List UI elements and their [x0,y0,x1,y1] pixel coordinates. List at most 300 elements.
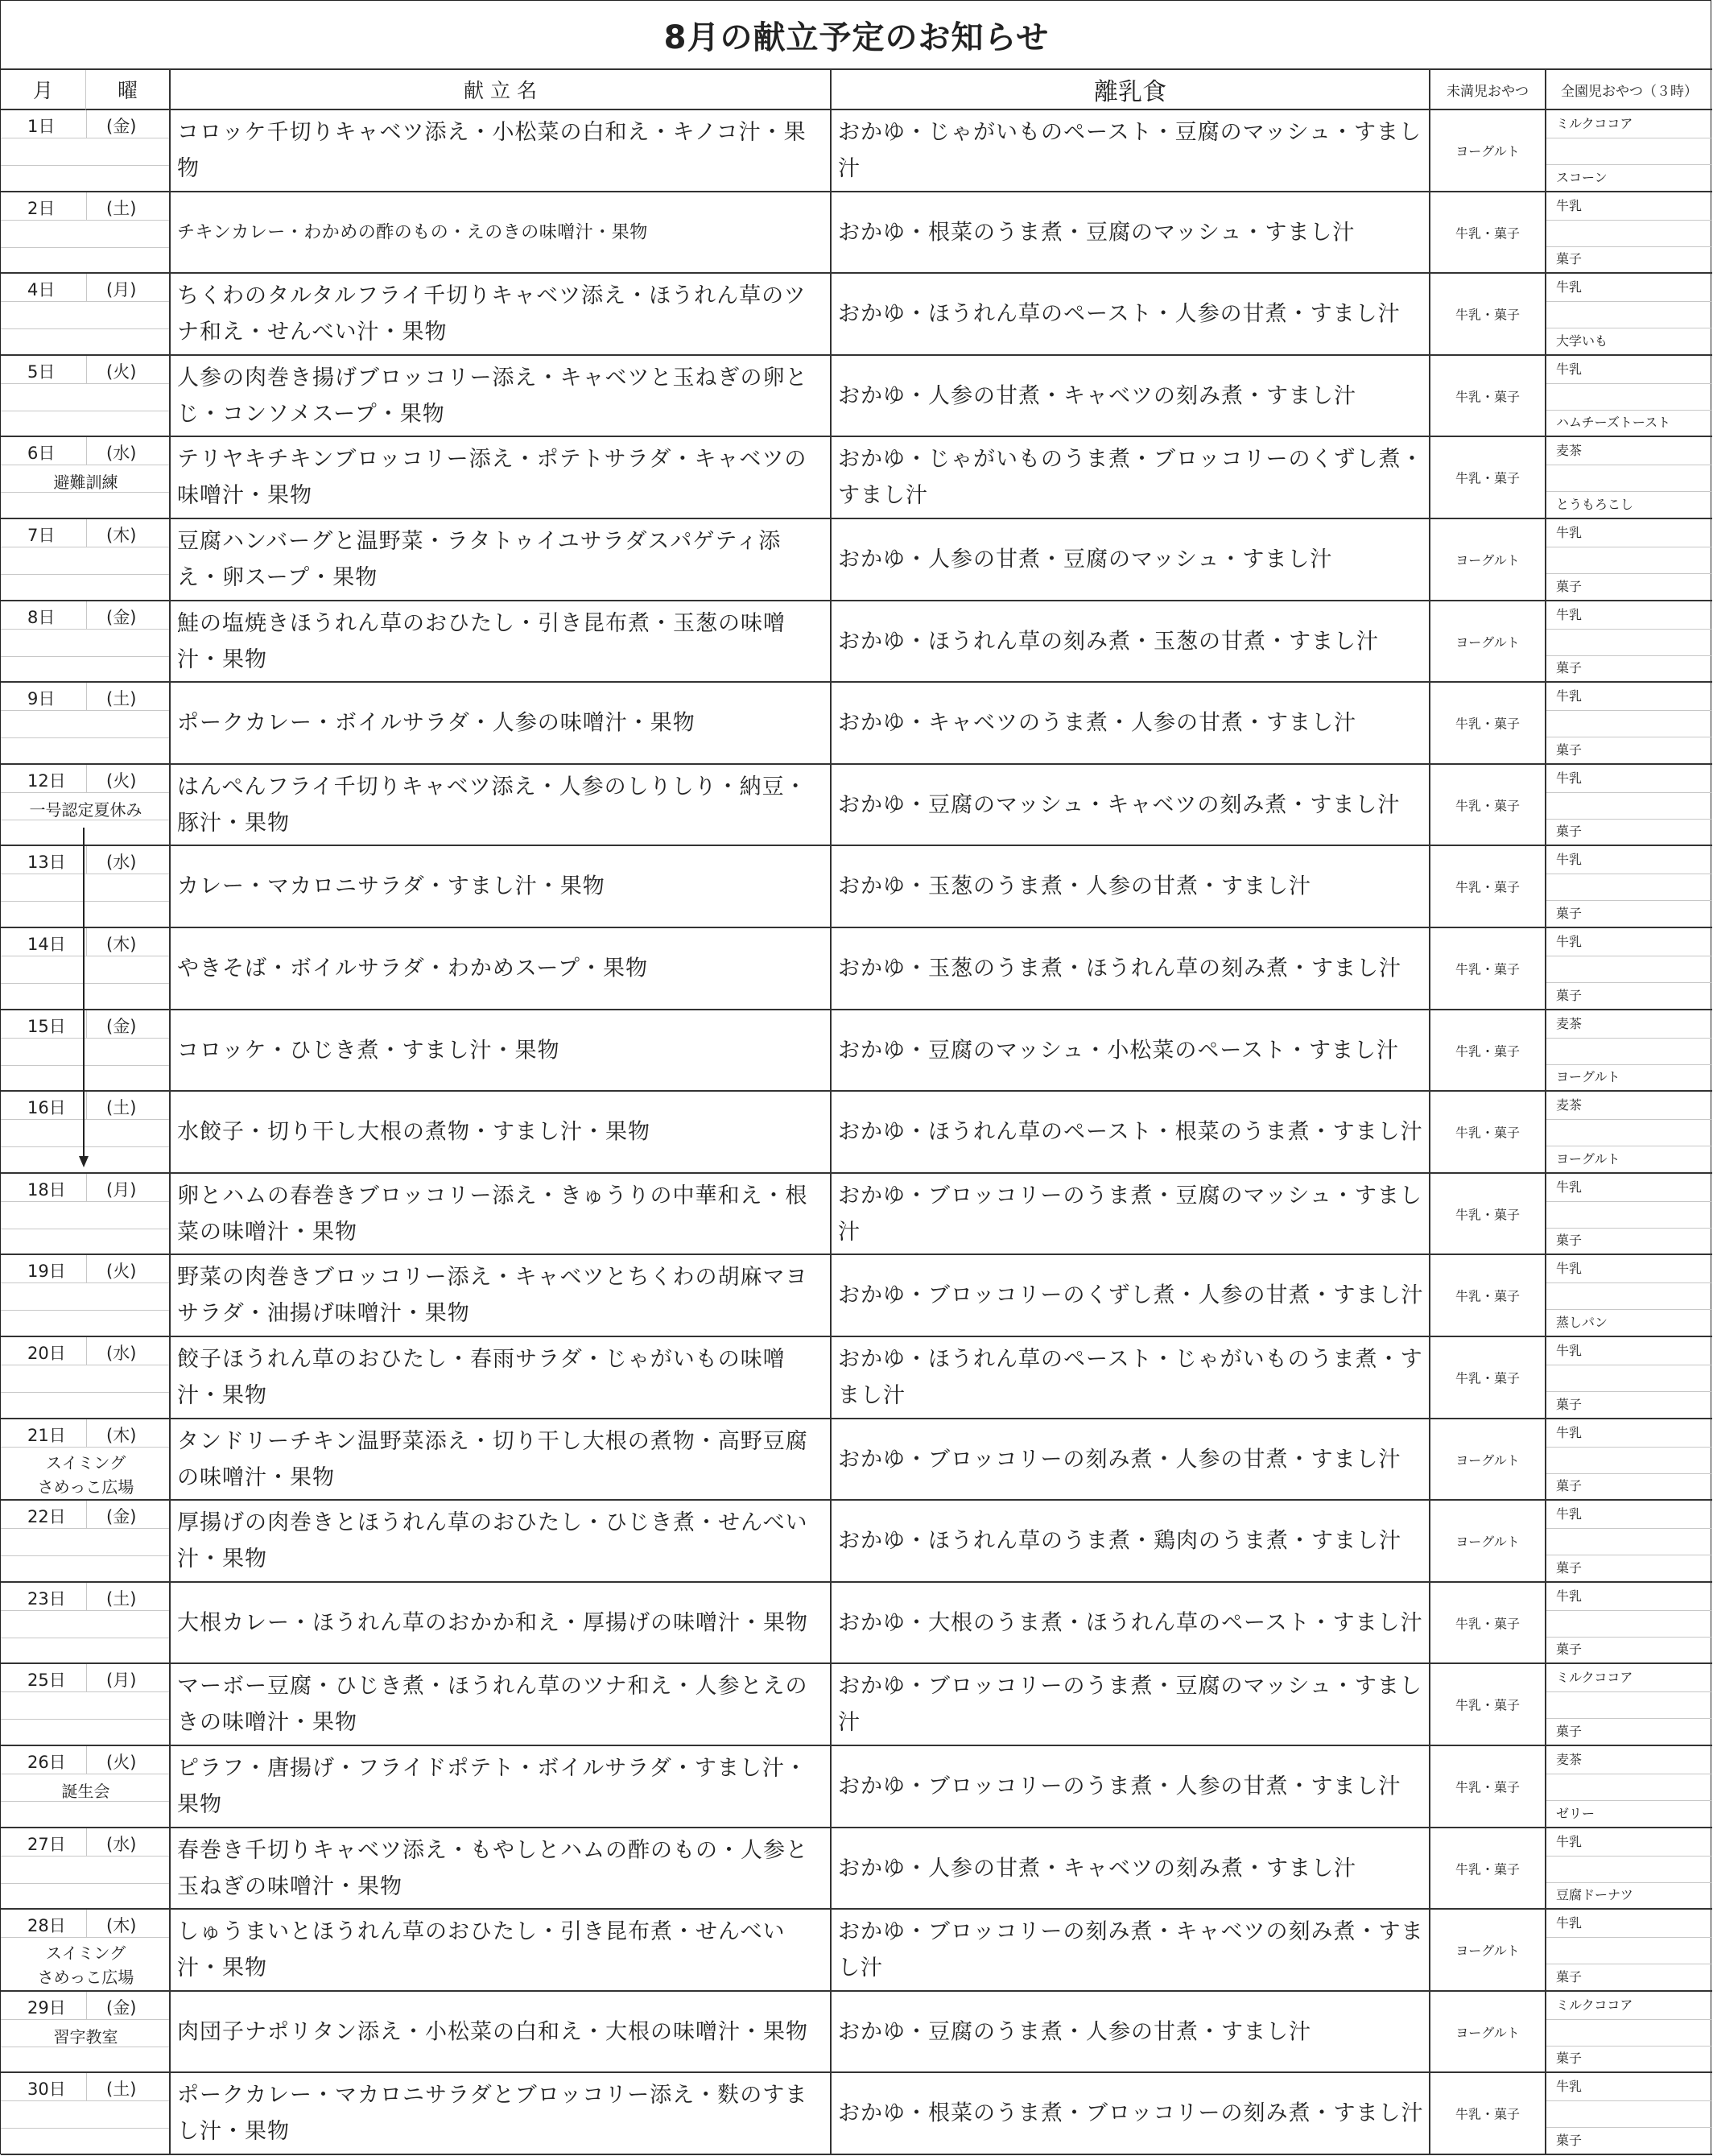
menu-cell [171,1010,832,1090]
infant-snack-cell [1430,1992,1546,2071]
table-row [1,437,1712,519]
day-label: 13日 [27,853,66,872]
day-label: 12日 [27,771,66,791]
menu-cell [171,356,832,436]
weekday-label: (土) [106,1098,137,1117]
baby-food-name: おかゆ・大根のうま煮・ほうれん草のペースト・すまし汁 [838,1610,1423,1635]
all-snack-food: 菓子 [1556,988,1583,1003]
infant-snack-cell [1430,274,1546,354]
menu-name: 卵とハムの春巻きブロッコリー添え・きゅうりの中華和え・根菜の味噌汁・果物 [177,1183,808,1245]
all-snack-food: とうもろこし [1556,497,1634,512]
menu-cell [171,1337,832,1418]
all-snack-food: ゼリー [1556,1806,1595,1821]
all-snack-food: 大学いも [1556,333,1608,349]
table-row [1,1337,1712,1419]
infant-snack: 牛乳・菓子 [1455,879,1520,895]
date-cell [1,192,171,272]
table-row [1,683,1712,765]
baby-food-cell [832,1010,1430,1090]
all-snack-drink: 麦茶 [1556,1752,1583,1767]
day-label: 9日 [27,689,56,708]
day-label: 30日 [27,2080,66,2099]
menu-cell [171,519,832,600]
infant-snack: ヨーグルト [1455,1534,1520,1550]
menu-name: はんぺんフライ千切りキャベツ添え・人参のしりしり・納豆・豚汁・果物 [177,774,807,836]
event-label: 誕生会 [61,1782,110,1801]
menu-name: やきそば・ボイルサラダ・わかめスープ・果物 [177,956,649,981]
all-snack-drink: 牛乳 [1556,934,1583,949]
baby-food-name: おかゆ・人参の甘煮・キャベツの刻み煮・すまし汁 [838,1856,1356,1881]
menu-name: 豆腐ハンバーグと温野菜・ラタトゥイユサラダスパゲティ添え・卵スープ・果物 [177,529,782,590]
date-cell [1,928,171,1009]
baby-food-name: おかゆ・玉葱のうま煮・人参の甘煮・すまし汁 [838,874,1311,899]
weekday-label: (金) [106,117,137,136]
menu-cell [171,1664,832,1745]
infant-snack-cell [1430,1583,1546,1662]
date-cell [1,1174,171,1254]
menu-cell [171,1501,832,1581]
all-snack-cell [1546,1092,1712,1172]
infant-snack: 牛乳・菓子 [1455,470,1520,486]
weekday-label: (木) [106,935,137,954]
weekday-label: (金) [106,608,137,627]
table-row [1,1255,1712,1337]
date-cell [1,437,171,518]
baby-food-name: おかゆ・人参の甘煮・キャベツの刻み煮・すまし汁 [838,383,1356,408]
menu-name: 春巻き千切りキャベツ添え・もやしとハムの酢のもの・人参と玉ねぎの味噌汁・果物 [177,1837,808,1899]
table-row [1,601,1712,683]
all-snack-cell [1546,1910,1712,1990]
day-label: 19日 [27,1262,66,1281]
infant-snack-cell [1430,1174,1546,1254]
day-label: 23日 [27,1589,66,1609]
baby-food-name: おかゆ・じゃがいものペースト・豆腐のマッシュ・すまし汁 [838,120,1422,181]
event-label-2: さめっこ広場 [37,1477,134,1497]
weekday-label: (月) [106,280,137,299]
all-snack-cell [1546,274,1712,354]
menu-name: 肉団子ナポリタン添え・小松菜の白和え・大根の味噌汁・果物 [177,2019,808,2044]
baby-food-name: おかゆ・ほうれん草のペースト・人参の甘煮・すまし汁 [838,301,1401,327]
all-snack-drink: 牛乳 [1556,1261,1583,1276]
all-snack-cell [1546,1337,1712,1418]
baby-food-name: おかゆ・人参の甘煮・豆腐のマッシュ・すまし汁 [838,547,1333,572]
day-label: 20日 [27,1344,66,1363]
table-row [1,1746,1712,1828]
baby-food-cell [832,437,1430,518]
day-label: 1日 [27,117,56,136]
day-label: 5日 [27,362,56,382]
infant-snack: ヨーグルト [1455,143,1520,159]
table-row [1,1092,1712,1174]
baby-food-cell [832,1828,1430,1908]
weekday-label: (水) [106,444,137,463]
day-label: 25日 [27,1671,66,1690]
infant-snack-cell [1430,1828,1546,1908]
day-label: 22日 [27,1507,66,1526]
weekday-label: (金) [106,1998,137,2018]
weekday-label: (水) [106,853,137,872]
all-snack-drink: 牛乳 [1556,770,1583,786]
weekday-label: (木) [106,1426,137,1445]
date-cell [1,1010,171,1090]
infant-snack-cell [1430,192,1546,272]
infant-snack-cell [1430,846,1546,927]
baby-food-cell [832,519,1430,600]
menu-name: コロッケ・ひじき煮・すまし汁・果物 [177,1038,560,1063]
table-row [1,519,1712,601]
day-label: 28日 [27,1916,66,1935]
all-snack-cell [1546,519,1712,600]
weekday-label: (土) [106,1589,137,1609]
all-snack-drink: 牛乳 [1556,852,1583,867]
baby-food-cell [832,1910,1430,1990]
baby-food-name: おかゆ・豆腐のうま煮・人参の甘煮・すまし汁 [838,2019,1311,2044]
all-snack-cell [1546,192,1712,272]
day-label: 18日 [27,1180,66,1200]
event-label: スイミング [45,1453,126,1472]
all-snack-cell [1546,437,1712,518]
all-snack-cell [1546,683,1712,763]
menu-cell [171,437,832,518]
day-label: 14日 [27,935,66,954]
menu-cell [171,1910,832,1990]
menu-cell [171,601,832,681]
date-cell [1,1419,171,1499]
menu-cell [171,192,832,272]
baby-food-cell [832,1746,1430,1827]
baby-food-cell [832,1174,1430,1254]
all-snack-drink: 牛乳 [1556,1915,1583,1931]
baby-food-cell [832,1501,1430,1581]
menu-name: テリヤキチキンブロッコリー添え・ポテトサラダ・キャベツの味噌汁・果物 [177,447,807,508]
weekday-label: (月) [106,1671,137,1690]
all-snack-food: スコーン [1556,170,1608,185]
baby-food-name: おかゆ・ブロッコリーのうま煮・豆腐のマッシュ・すまし汁 [838,1674,1422,1735]
infant-snack: 牛乳・菓子 [1455,307,1520,323]
all-snack-cell [1546,928,1712,1009]
baby-food-name: おかゆ・ほうれん草のペースト・根菜のうま煮・すまし汁 [838,1119,1423,1145]
all-snack-cell [1546,1419,1712,1499]
infant-snack: 牛乳・菓子 [1455,1779,1520,1795]
baby-food-cell [832,683,1430,763]
all-snack-food: 菓子 [1556,824,1583,839]
weekday-label: (火) [106,771,137,791]
infant-snack: ヨーグルト [1455,1452,1520,1468]
event-label: スイミング [45,1943,126,1963]
all-snack-drink: 牛乳 [1556,361,1583,377]
baby-food-cell [832,846,1430,927]
menu-name: しゅうまいとほうれん草のおひたし・引き昆布煮・せんべい汁・果物 [177,1919,786,1980]
infant-snack-cell [1430,1746,1546,1827]
weekday-label: (木) [106,1916,137,1935]
all-snack-drink: 麦茶 [1556,1097,1583,1113]
all-snack-cell [1546,1255,1712,1336]
day-label: 29日 [27,1998,66,2018]
infant-snack: 牛乳・菓子 [1455,2106,1520,2122]
infant-snack-cell [1430,765,1546,845]
day-label: 7日 [27,526,56,545]
all-snack-drink: 麦茶 [1556,1016,1583,1031]
date-cell [1,2073,171,2154]
table-row [1,1174,1712,1255]
baby-food-cell [832,110,1430,191]
all-snack-food: 菓子 [1556,660,1583,675]
all-snack-drink: ミルクココア [1556,1670,1633,1685]
infant-snack-cell [1430,519,1546,600]
date-cell [1,601,171,681]
all-snack-food: 菓子 [1556,1478,1583,1493]
menu-cell [171,1583,832,1662]
all-snack-drink: ミルクココア [1556,1997,1633,2013]
table-row [1,1910,1712,1992]
menu-cell [171,846,832,927]
all-snack-cell [1546,1174,1712,1254]
menu-cell [171,1255,832,1336]
baby-food-cell [832,274,1430,354]
menu-name: マーボー豆腐・ひじき煮・ほうれん草のツナ和え・人参とえのきの味噌汁・果物 [177,1674,808,1735]
day-label: 2日 [27,199,56,218]
all-snack-food: 菓子 [1556,251,1583,266]
infant-snack: 牛乳・菓子 [1455,1043,1520,1059]
all-snack-food: ヨーグルト [1556,1069,1620,1084]
baby-food-cell [832,2073,1430,2154]
weekday-label: (金) [106,1507,137,1526]
date-cell [1,846,171,927]
baby-food-name: おかゆ・ほうれん草のペースト・じゃがいものうま煮・すまし汁 [838,1347,1423,1408]
all-snack-drink: ミルクココア [1556,116,1633,131]
infant-snack: ヨーグルト [1455,1943,1520,1959]
weekday-label: (土) [106,2080,137,2099]
baby-food-cell [832,1419,1430,1499]
date-cell [1,765,171,845]
all-snack-food: 菓子 [1556,1724,1583,1739]
weekday-label: (月) [106,1180,137,1200]
infant-snack-cell [1430,1255,1546,1336]
all-snack-drink: 麦茶 [1556,443,1583,458]
all-snack-drink: 牛乳 [1556,279,1583,295]
baby-food-cell [832,928,1430,1009]
menu-cell [171,1828,832,1908]
infant-snack-cell [1430,1337,1546,1418]
infant-snack: ヨーグルト [1455,634,1520,650]
all-snack-cell [1546,1992,1712,2071]
weekday-label: (水) [106,1344,137,1363]
header-infant-snack: 未満児おやつ [1430,70,1546,110]
event-label: 避難訓練 [53,473,118,492]
all-snack-drink: 牛乳 [1556,1343,1583,1358]
table-row [1,765,1712,846]
baby-food-cell [832,1992,1430,2071]
baby-food-name: おかゆ・豆腐のマッシュ・小松菜のペースト・すまし汁 [838,1038,1400,1063]
menu-name: コロッケ千切りキャベツ添え・小松菜の白和え・キノコ汁・果物 [177,120,807,181]
all-snack-cell [1546,1746,1712,1827]
header-month: 月 [1,70,86,110]
baby-food-cell [832,765,1430,845]
baby-food-cell [832,356,1430,436]
all-snack-food: 菓子 [1556,579,1583,594]
menu-cell [171,928,832,1009]
all-snack-food: 豆腐ドーナツ [1556,1887,1633,1902]
baby-food-name: おかゆ・ほうれん草のうま煮・鶏肉のうま煮・すまし汁 [838,1528,1401,1554]
infant-snack: 牛乳・菓子 [1455,1861,1520,1877]
all-snack-cell [1546,1010,1712,1090]
baby-food-name: おかゆ・ブロッコリーのうま煮・人参の甘煮・すまし汁 [838,1774,1401,1799]
weekday-label: (火) [106,1753,137,1772]
day-label: 15日 [27,1017,66,1036]
all-snack-cell [1546,2073,1712,2154]
menu-cell [171,1746,832,1827]
all-snack-cell [1546,1501,1712,1581]
menu-name: 人参の肉巻き揚げブロッコリー添え・キャベツと玉ねぎの卵とじ・コンソメスープ・果物 [177,365,808,427]
weekday-label: (木) [106,526,137,545]
menu-name: 餃子ほうれん草のおひたし・春雨サラダ・じゃがいもの味噌汁・果物 [177,1347,786,1408]
day-label: 26日 [27,1753,66,1772]
infant-snack: 牛乳・菓子 [1455,1370,1520,1386]
infant-snack-cell [1430,1910,1546,1990]
menu-name: ポークカレー・マカロニサラダとブロッコリー添え・麩のすまし汁・果物 [177,2083,808,2144]
all-snack-drink: 牛乳 [1556,1588,1583,1604]
baby-food-name: おかゆ・根菜のうま煮・豆腐のマッシュ・すまし汁 [838,220,1356,245]
all-snack-food: 菓子 [1556,906,1583,921]
baby-food-name: おかゆ・根菜のうま煮・ブロッコリーの刻み煮・すまし汁 [838,2100,1424,2126]
date-cell [1,1583,171,1662]
all-snack-cell [1546,110,1712,191]
baby-food-name: おかゆ・ブロッコリーのくずし煮・人参の甘煮・すまし汁 [838,1282,1424,1308]
infant-snack: 牛乳・菓子 [1455,1125,1520,1141]
header-baby-food: 離乳食 [832,70,1430,110]
menu-name: チキンカレー・わかめの酢のもの・えのきの味噌汁・果物 [177,222,648,242]
day-label: 8日 [27,608,56,627]
infant-snack: 牛乳・菓子 [1455,961,1520,977]
date-cell [1,1337,171,1418]
infant-snack-cell [1430,110,1546,191]
infant-snack: 牛乳・菓子 [1455,1697,1520,1713]
all-snack-drink: 牛乳 [1556,1179,1583,1195]
menu-cell [171,1992,832,2071]
table-row [1,1992,1712,2073]
weekday-label: (土) [106,689,137,708]
page-title: 8月の献立予定のお知らせ [1,1,1712,70]
day-label: 4日 [27,280,56,299]
date-cell [1,683,171,763]
date-cell [1,274,171,354]
baby-food-name: おかゆ・豆腐のマッシュ・キャベツの刻み煮・すまし汁 [838,792,1401,817]
day-label: 21日 [27,1426,66,1445]
all-snack-drink: 牛乳 [1556,2079,1583,2094]
table-row [1,928,1712,1010]
baby-food-cell [832,1092,1430,1172]
infant-snack: ヨーグルト [1455,2025,1520,2040]
date-cell [1,356,171,436]
menu-name: ちくわのタルタルフライ千切りキャベツ添え・ほうれん草のツナ和え・せんべい汁・果物 [177,283,807,345]
all-snack-drink: 牛乳 [1556,688,1583,704]
infant-snack: ヨーグルト [1455,552,1520,568]
baby-food-name: おかゆ・ほうれん草の刻み煮・玉葱の甘煮・すまし汁 [838,629,1379,654]
infant-snack: 牛乳・菓子 [1455,716,1520,732]
date-cell [1,1092,171,1172]
menu-name: ピラフ・唐揚げ・フライドポテト・ボイルサラダ・すまし汁・果物 [177,1756,807,1817]
baby-food-name: おかゆ・ブロッコリーの刻み煮・人参の甘煮・すまし汁 [838,1447,1401,1472]
menu-name: 水餃子・切り干し大根の煮物・すまし汁・果物 [177,1119,650,1145]
all-snack-drink: 牛乳 [1556,525,1583,540]
menu-cell [171,1174,832,1254]
infant-snack: 牛乳・菓子 [1455,1288,1520,1304]
baby-food-name: おかゆ・ブロッコリーのうま煮・豆腐のマッシュ・すまし汁 [838,1183,1422,1245]
date-cell [1,1255,171,1336]
date-cell [1,1746,171,1827]
all-snack-drink: 牛乳 [1556,1834,1583,1849]
weekday-label: (金) [106,1017,137,1036]
all-snack-cell [1546,1664,1712,1745]
weekday-label: (水) [106,1835,137,1854]
all-snack-food: 菓子 [1556,2133,1583,2148]
infant-snack-cell [1430,601,1546,681]
baby-food-cell [832,1255,1430,1336]
menu-name: 大根カレー・ほうれん草のおかか和え・厚揚げの味噌汁・果物 [177,1610,808,1635]
all-snack-drink: 牛乳 [1556,1425,1583,1440]
baby-food-name: おかゆ・キャベツのうま煮・人参の甘煮・すまし汁 [838,710,1356,736]
day-label: 27日 [27,1835,66,1854]
day-label: 16日 [27,1098,66,1117]
date-cell [1,519,171,600]
all-snack-food: 菓子 [1556,1969,1583,1985]
infant-snack-cell [1430,437,1546,518]
infant-snack-cell [1430,1664,1546,1745]
baby-food-cell [832,1337,1430,1418]
all-snack-food: 菓子 [1556,1233,1583,1248]
table-row [1,2073,1712,2155]
date-cell [1,1992,171,2071]
all-snack-cell [1546,601,1712,681]
infant-snack-cell [1430,1010,1546,1090]
menu-cell [171,274,832,354]
all-snack-drink: 牛乳 [1556,1506,1583,1522]
table-row [1,356,1712,437]
all-snack-food: 蒸しパン [1556,1315,1608,1330]
infant-snack: 牛乳・菓子 [1455,1207,1520,1222]
menu-name: 鮭の塩焼きほうれん草のおひたし・引き昆布煮・玉葱の味噌汁・果物 [177,610,786,672]
event-label: 一号認定夏休み [29,800,142,820]
all-snack-food: 菓子 [1556,1642,1583,1657]
table-row [1,110,1712,192]
menu-cell [171,2073,832,2154]
table-row [1,192,1712,274]
menu-name: 厚揚げの肉巻きとほうれん草のおひたし・ひじき煮・せんべい汁・果物 [177,1510,808,1572]
table-row [1,1010,1712,1092]
date-cell [1,1910,171,1990]
baby-food-cell [832,1583,1430,1662]
weekday-label: (土) [106,199,137,218]
infant-snack: 牛乳・菓子 [1455,389,1520,404]
menu-name: タンドリーチキン温野菜添え・切り干し大根の煮物・高野豆腐の味噌汁・果物 [177,1428,808,1490]
menu-cell [171,765,832,845]
all-snack-cell [1546,1583,1712,1662]
header-all-snack: 全園児おやつ（３時） [1546,70,1712,110]
all-snack-drink: 牛乳 [1556,198,1583,213]
infant-snack: 牛乳・菓子 [1455,1616,1520,1631]
baby-food-name: おかゆ・ブロッコリーの刻み煮・キャベツの刻み煮・すまし汁 [838,1919,1424,1980]
infant-snack-cell [1430,1501,1546,1581]
table-row [1,1419,1712,1501]
table-row [1,1583,1712,1664]
infant-snack-cell [1430,1419,1546,1499]
table-row [1,1501,1712,1583]
all-snack-drink: 牛乳 [1556,607,1583,622]
menu-cell [171,1092,832,1172]
weekday-label: (火) [106,362,137,382]
table-row [1,846,1712,928]
event-label: 習字教室 [53,2027,118,2047]
